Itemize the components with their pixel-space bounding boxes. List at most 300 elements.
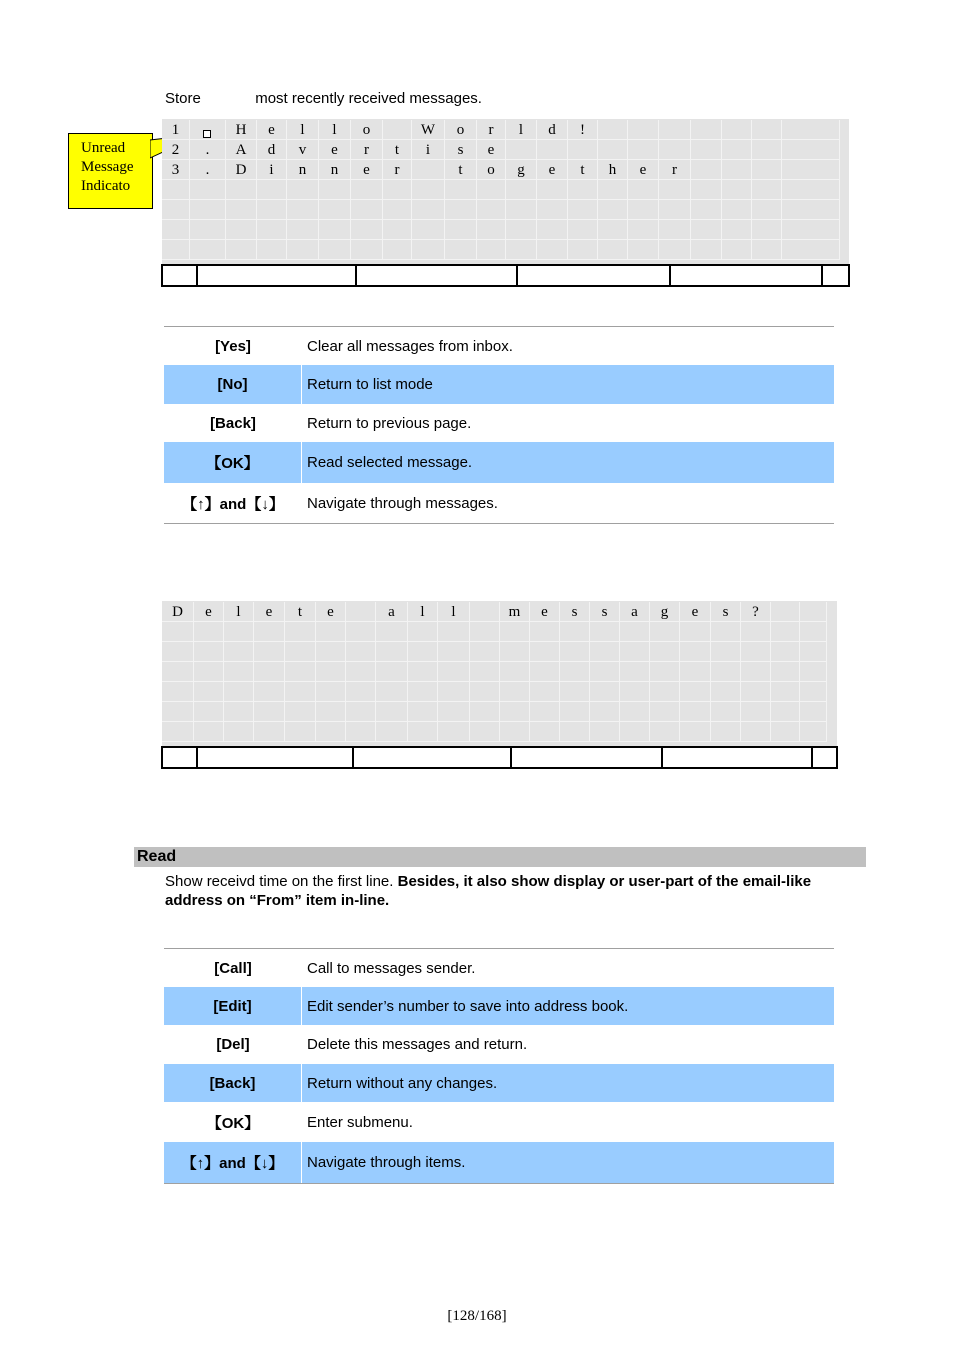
lcd-cell bbox=[568, 180, 598, 200]
lcd-cell bbox=[316, 722, 346, 742]
lcd-cell: e bbox=[477, 140, 506, 160]
lcd-cell bbox=[590, 622, 620, 642]
lcd-cell bbox=[560, 662, 590, 682]
lcd-cell bbox=[659, 140, 691, 160]
lcd-cell bbox=[226, 180, 257, 200]
key-description: Clear all messages from inbox. bbox=[307, 337, 513, 355]
lcd-cell bbox=[722, 220, 752, 240]
lcd-cell bbox=[711, 662, 741, 682]
lcd-cell bbox=[598, 140, 628, 160]
lcd-cell: h bbox=[598, 160, 628, 180]
lcd-cell bbox=[771, 682, 800, 702]
lcd-cell bbox=[752, 140, 782, 160]
read-section-description bbox=[165, 872, 865, 910]
lcd-cell: o bbox=[477, 160, 506, 180]
lcd-cell bbox=[680, 622, 711, 642]
lcd-cell bbox=[782, 200, 840, 220]
lcd-cell bbox=[224, 722, 254, 742]
lcd-cell: s bbox=[590, 602, 620, 622]
unread-message-icon bbox=[203, 130, 211, 138]
key-description: Navigate through messages. bbox=[307, 494, 498, 512]
lcd-cell: e bbox=[537, 160, 568, 180]
lcd-cell: n bbox=[287, 160, 319, 180]
lcd-cell bbox=[560, 702, 590, 722]
lcd-cell bbox=[408, 722, 438, 742]
lcd-row bbox=[162, 602, 837, 622]
lcd-cell bbox=[254, 682, 285, 702]
lcd-cell bbox=[376, 702, 408, 722]
lcd-cell bbox=[659, 200, 691, 220]
lcd-cell bbox=[800, 682, 827, 702]
lcd-cell bbox=[316, 642, 346, 662]
lcd-cell bbox=[568, 240, 598, 260]
delete-confirm-lcd-screen bbox=[162, 601, 837, 746]
lcd-cell: e bbox=[628, 160, 659, 180]
lcd-cell: l bbox=[408, 602, 438, 622]
key-label: [Back] bbox=[164, 1064, 302, 1102]
lcd-cell bbox=[383, 240, 412, 260]
key-description: Enter submenu. bbox=[307, 1113, 413, 1131]
table-row bbox=[164, 404, 834, 442]
lcd-cell bbox=[477, 220, 506, 240]
lcd-cell bbox=[590, 702, 620, 722]
callout-line-3: Indicato bbox=[81, 178, 131, 194]
lcd-cell bbox=[408, 642, 438, 662]
table-row bbox=[164, 327, 834, 365]
lcd-cell bbox=[659, 240, 691, 260]
lcd-cell bbox=[537, 140, 568, 160]
lcd-cell: e bbox=[194, 602, 224, 622]
lcd-cell: D bbox=[226, 160, 257, 180]
lcd-cell bbox=[691, 160, 722, 180]
lcd-cell bbox=[226, 220, 257, 240]
lcd-cell bbox=[500, 662, 530, 682]
key-description: Return without any changes. bbox=[307, 1074, 498, 1092]
lcd-cell bbox=[412, 240, 445, 260]
lcd-cell bbox=[162, 682, 194, 702]
lcd-cell bbox=[800, 622, 827, 642]
lcd-cell bbox=[346, 722, 376, 742]
lcd-cell: e bbox=[254, 602, 285, 622]
lcd-cell bbox=[691, 180, 722, 200]
lcd-cell: 1 bbox=[162, 120, 190, 140]
key-label: [Edit] bbox=[164, 987, 302, 1025]
lcd-cell: i bbox=[412, 140, 445, 160]
lcd-cell bbox=[438, 702, 470, 722]
lcd-cell bbox=[162, 200, 190, 220]
lcd-cell bbox=[257, 200, 287, 220]
lcd-cell bbox=[741, 682, 771, 702]
lcd-cell bbox=[590, 642, 620, 662]
lcd-cell: d bbox=[537, 120, 568, 140]
key-description: Navigate through items. bbox=[307, 1154, 466, 1171]
lcd-cell: W bbox=[412, 120, 445, 140]
lcd-cell bbox=[376, 642, 408, 662]
lcd-cell bbox=[628, 240, 659, 260]
lcd-cell bbox=[691, 220, 722, 240]
table-row bbox=[164, 1102, 834, 1142]
lcd-cell bbox=[722, 200, 752, 220]
callout-line-2: Message bbox=[81, 159, 134, 175]
lcd-cell bbox=[285, 662, 316, 682]
lcd-cell bbox=[560, 722, 590, 742]
lcd-cell bbox=[691, 240, 722, 260]
key-description: Delete this messages and return. bbox=[307, 1036, 528, 1053]
lcd-cell: t bbox=[383, 140, 412, 160]
lcd-cell bbox=[224, 662, 254, 682]
lcd-cell bbox=[650, 682, 680, 702]
lcd-cell bbox=[470, 702, 500, 722]
table-row bbox=[164, 1025, 834, 1064]
lcd-cell bbox=[257, 240, 287, 260]
lcd-cell bbox=[190, 180, 226, 200]
lcd-cell bbox=[650, 622, 680, 642]
lcd-cell bbox=[800, 662, 827, 682]
lcd-cell bbox=[741, 642, 771, 662]
softkey-slot bbox=[518, 266, 671, 285]
lcd-cell bbox=[506, 240, 537, 260]
lcd-cell bbox=[257, 180, 287, 200]
lcd-cell bbox=[190, 200, 226, 220]
lcd-cell bbox=[412, 180, 445, 200]
lcd-cell bbox=[800, 602, 827, 622]
lcd-cell bbox=[319, 200, 351, 220]
read-keys-table bbox=[164, 948, 834, 1184]
lcd-cell: e bbox=[351, 160, 383, 180]
lcd-cell bbox=[412, 220, 445, 240]
inbox-keys-table bbox=[164, 326, 834, 524]
lcd-cell: l bbox=[506, 120, 537, 140]
lcd-cell bbox=[224, 642, 254, 662]
lcd-cell bbox=[530, 642, 560, 662]
lcd-cell bbox=[470, 682, 500, 702]
lcd-row bbox=[162, 220, 849, 240]
lcd-cell bbox=[285, 622, 316, 642]
table-row bbox=[164, 442, 834, 483]
softkey-slot bbox=[823, 266, 848, 285]
lcd-cell bbox=[162, 180, 190, 200]
lcd-cell bbox=[194, 722, 224, 742]
lcd-cell bbox=[285, 702, 316, 722]
lcd-cell: 3 bbox=[162, 160, 190, 180]
lcd-cell bbox=[383, 120, 412, 140]
softkey-slot bbox=[198, 266, 357, 285]
lcd-cell: A bbox=[226, 140, 257, 160]
lcd-cell bbox=[598, 240, 628, 260]
key-label: 【OK】 bbox=[206, 1114, 260, 1132]
lcd-cell bbox=[162, 702, 194, 722]
lcd-cell: l bbox=[287, 120, 319, 140]
lcd-cell bbox=[537, 220, 568, 240]
lcd-cell bbox=[620, 722, 650, 742]
softkey-slot bbox=[512, 748, 663, 767]
lcd-cell bbox=[506, 140, 537, 160]
lcd-cell bbox=[620, 662, 650, 682]
lcd-cell bbox=[711, 722, 741, 742]
lcd-cell bbox=[650, 642, 680, 662]
lcd-cell bbox=[752, 200, 782, 220]
lcd-cell bbox=[782, 120, 840, 140]
lcd-cell bbox=[628, 140, 659, 160]
lcd-cell bbox=[680, 682, 711, 702]
lcd-cell bbox=[500, 622, 530, 642]
lcd-cell bbox=[800, 702, 827, 722]
lcd-cell bbox=[560, 642, 590, 662]
lcd-cell bbox=[319, 220, 351, 240]
lcd-cell bbox=[752, 220, 782, 240]
lcd-cell bbox=[741, 722, 771, 742]
store-line-rest: most recently received messages. bbox=[255, 90, 482, 107]
lcd-cell: n bbox=[319, 160, 351, 180]
lcd-cell bbox=[438, 662, 470, 682]
lcd-cell bbox=[383, 200, 412, 220]
lcd-cell bbox=[620, 702, 650, 722]
lcd-cell bbox=[376, 662, 408, 682]
lcd-cell bbox=[285, 642, 316, 662]
lcd-cell bbox=[162, 662, 194, 682]
lcd-cell bbox=[771, 602, 800, 622]
lcd-cell bbox=[285, 722, 316, 742]
lcd-cell bbox=[194, 642, 224, 662]
lcd-cell: a bbox=[376, 602, 408, 622]
lcd-cell: o bbox=[351, 120, 383, 140]
lcd-cell bbox=[162, 220, 190, 240]
lcd-cell: ? bbox=[741, 602, 771, 622]
key-description: Return to previous page. bbox=[307, 414, 472, 432]
lcd-cell bbox=[800, 642, 827, 662]
key-label: [Call] bbox=[214, 959, 252, 977]
lcd-cell: D bbox=[162, 602, 194, 622]
lcd-cell bbox=[752, 120, 782, 140]
lcd-cell bbox=[412, 160, 445, 180]
lcd-cell bbox=[659, 120, 691, 140]
lcd-cell bbox=[691, 140, 722, 160]
lcd-cell bbox=[438, 622, 470, 642]
lcd-cell bbox=[408, 702, 438, 722]
page-number: [128/168] bbox=[447, 1308, 507, 1324]
softkey-slot bbox=[813, 748, 836, 767]
lcd-row bbox=[162, 160, 849, 180]
lcd-cell bbox=[711, 682, 741, 702]
lcd-cell bbox=[316, 702, 346, 722]
lcd-cell bbox=[470, 602, 500, 622]
lcd-cell bbox=[254, 702, 285, 722]
inbox-lcd-screen bbox=[162, 119, 849, 264]
lcd-cell bbox=[590, 662, 620, 682]
lcd-cell: l bbox=[438, 602, 470, 622]
lcd-cell: t bbox=[285, 602, 316, 622]
lcd-cell bbox=[560, 682, 590, 702]
lcd-cell bbox=[530, 622, 560, 642]
lcd-cell bbox=[722, 140, 752, 160]
lcd-cell bbox=[650, 722, 680, 742]
lcd-cell bbox=[438, 682, 470, 702]
lcd-cell bbox=[659, 220, 691, 240]
lcd-cell bbox=[351, 220, 383, 240]
lcd-cell bbox=[568, 140, 598, 160]
lcd-cell bbox=[628, 180, 659, 200]
lcd-cell bbox=[530, 662, 560, 682]
lcd-cell bbox=[408, 662, 438, 682]
lcd-cell bbox=[620, 622, 650, 642]
lcd-cell bbox=[254, 722, 285, 742]
lcd-row bbox=[162, 120, 849, 140]
lcd-cell bbox=[530, 722, 560, 742]
lcd-cell bbox=[351, 180, 383, 200]
key-label: 【↑】and【↓】 bbox=[164, 1142, 302, 1183]
lcd-cell bbox=[752, 160, 782, 180]
lcd-cell bbox=[650, 702, 680, 722]
lcd-cell bbox=[408, 622, 438, 642]
lcd-cell bbox=[722, 180, 752, 200]
softkey-slot bbox=[671, 266, 823, 285]
key-label: [No] bbox=[164, 365, 302, 404]
lcd-cell bbox=[598, 200, 628, 220]
lcd-cell bbox=[408, 682, 438, 702]
lcd-cell bbox=[287, 180, 319, 200]
lcd-cell bbox=[438, 642, 470, 662]
lcd-cell bbox=[194, 702, 224, 722]
lcd-cell bbox=[537, 240, 568, 260]
lcd-cell: t bbox=[445, 160, 477, 180]
lcd-cell bbox=[477, 180, 506, 200]
lcd-row bbox=[162, 702, 837, 722]
lcd-cell bbox=[376, 722, 408, 742]
lcd-cell bbox=[771, 622, 800, 642]
lcd-cell bbox=[412, 200, 445, 220]
lcd-cell bbox=[771, 722, 800, 742]
lcd-cell bbox=[438, 722, 470, 742]
lcd-cell bbox=[598, 180, 628, 200]
lcd-cell: l bbox=[224, 602, 254, 622]
lcd-cell bbox=[316, 682, 346, 702]
lcd-cell: e bbox=[319, 140, 351, 160]
lcd-cell bbox=[722, 120, 752, 140]
lcd-cell bbox=[257, 220, 287, 240]
lcd-cell bbox=[530, 682, 560, 702]
lcd-cell bbox=[346, 702, 376, 722]
read-desc-bold: Besides, it also show display or user-part of the email-like address on “From” item in-line. bbox=[165, 873, 812, 909]
lcd-cell: ! bbox=[568, 120, 598, 140]
lcd-cell bbox=[506, 220, 537, 240]
read-section-header: Read bbox=[134, 847, 866, 867]
lcd-cell bbox=[445, 240, 477, 260]
lcd-cell bbox=[650, 662, 680, 682]
lcd-cell bbox=[691, 200, 722, 220]
lcd-cell bbox=[346, 602, 376, 622]
softkey-slot bbox=[163, 266, 198, 285]
lcd-row bbox=[162, 140, 849, 160]
lcd-cell bbox=[287, 240, 319, 260]
lcd-cell bbox=[351, 240, 383, 260]
lcd-cell bbox=[537, 200, 568, 220]
lcd-cell bbox=[506, 180, 537, 200]
softkey-slot bbox=[198, 748, 354, 767]
lcd-cell bbox=[691, 120, 722, 140]
lcd-cell: g bbox=[506, 160, 537, 180]
unread-indicator-callout bbox=[68, 133, 153, 209]
lcd-cell bbox=[254, 642, 285, 662]
lcd-cell: t bbox=[568, 160, 598, 180]
lcd-cell bbox=[470, 642, 500, 662]
lcd-cell bbox=[782, 220, 840, 240]
lcd-cell bbox=[445, 200, 477, 220]
lcd-cell bbox=[771, 642, 800, 662]
lcd-row bbox=[162, 642, 837, 662]
delete-softkey-bar bbox=[161, 746, 838, 769]
lcd-cell bbox=[620, 642, 650, 662]
table-row bbox=[164, 987, 834, 1025]
lcd-cell bbox=[711, 622, 741, 642]
lcd-cell: r bbox=[477, 120, 506, 140]
lcd-cell: a bbox=[620, 602, 650, 622]
key-label: [Yes] bbox=[215, 337, 251, 355]
lcd-cell bbox=[752, 180, 782, 200]
lcd-cell bbox=[800, 722, 827, 742]
lcd-cell bbox=[598, 220, 628, 240]
lcd-row bbox=[162, 180, 849, 200]
lcd-cell bbox=[316, 662, 346, 682]
lcd-cell bbox=[680, 642, 711, 662]
key-description: Call to messages sender. bbox=[307, 959, 476, 977]
lcd-row bbox=[162, 622, 837, 642]
lcd-cell: m bbox=[500, 602, 530, 622]
lcd-cell bbox=[782, 140, 840, 160]
lcd-cell bbox=[162, 622, 194, 642]
lcd-cell bbox=[190, 220, 226, 240]
lcd-row bbox=[162, 682, 837, 702]
key-label: [Back] bbox=[210, 414, 256, 432]
table-row bbox=[164, 1064, 834, 1102]
lcd-cell bbox=[568, 220, 598, 240]
lcd-cell bbox=[500, 722, 530, 742]
key-description: Return to list mode bbox=[307, 376, 433, 393]
lcd-cell bbox=[383, 220, 412, 240]
softkey-slot bbox=[357, 266, 518, 285]
lcd-cell bbox=[711, 642, 741, 662]
table-row bbox=[164, 365, 834, 404]
lcd-cell bbox=[376, 682, 408, 702]
lcd-cell bbox=[741, 702, 771, 722]
lcd-cell: . bbox=[190, 160, 226, 180]
lcd-cell bbox=[500, 642, 530, 662]
lcd-cell bbox=[254, 622, 285, 642]
callout-line-1: Unread bbox=[81, 140, 126, 156]
lcd-cell bbox=[722, 160, 752, 180]
lcd-cell bbox=[628, 220, 659, 240]
lcd-cell bbox=[722, 240, 752, 260]
softkey-slot bbox=[163, 748, 198, 767]
lcd-cell bbox=[782, 180, 840, 200]
lcd-cell bbox=[620, 682, 650, 702]
lcd-cell: s bbox=[560, 602, 590, 622]
lcd-cell bbox=[782, 160, 840, 180]
lcd-cell bbox=[194, 662, 224, 682]
lcd-cell bbox=[190, 240, 226, 260]
lcd-cell bbox=[477, 240, 506, 260]
lcd-cell: . bbox=[190, 140, 226, 160]
table-row bbox=[164, 949, 834, 987]
lcd-cell bbox=[659, 180, 691, 200]
lcd-cell bbox=[346, 622, 376, 642]
lcd-cell bbox=[162, 642, 194, 662]
lcd-cell: d bbox=[257, 140, 287, 160]
lcd-cell bbox=[628, 120, 659, 140]
lcd-cell bbox=[537, 180, 568, 200]
lcd-row bbox=[162, 240, 849, 260]
lcd-cell bbox=[287, 200, 319, 220]
lcd-cell bbox=[162, 240, 190, 260]
